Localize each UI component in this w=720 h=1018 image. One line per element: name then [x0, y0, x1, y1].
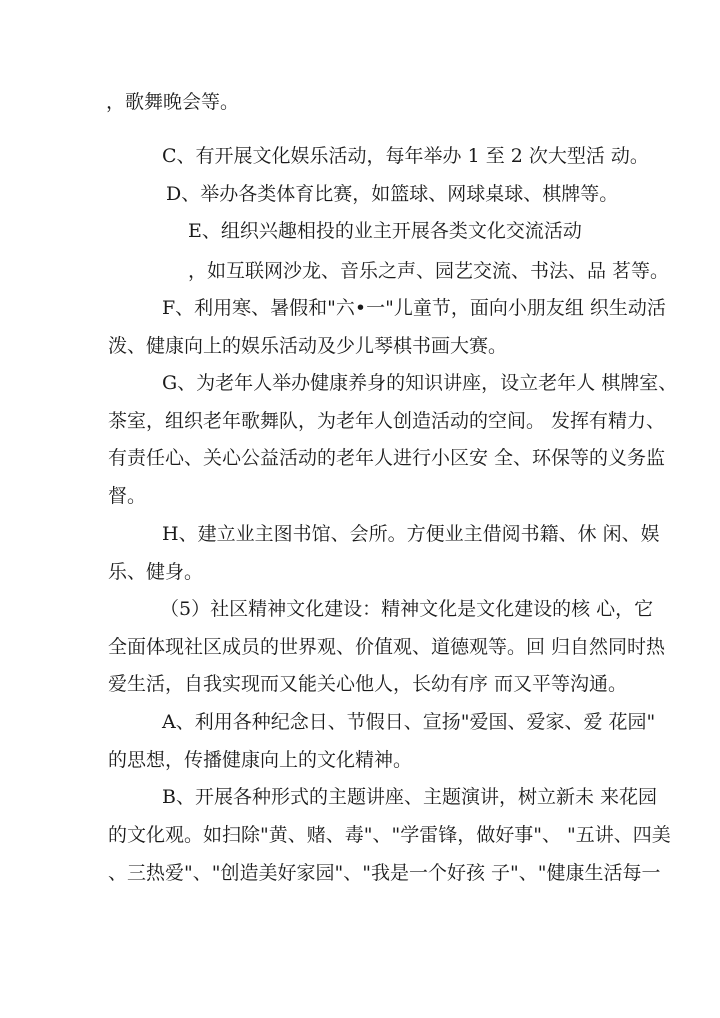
text-line: 爱生活，自我实现而又能关心他人，长幼有序 而又平等沟通。: [108, 673, 628, 695]
text-line: E、组织兴趣相投的业主开展各类文化交流活动: [188, 220, 582, 242]
text-line: 茶室，组织老年歌舞队，为老年人创造活动的空间。 发挥有精力、: [108, 410, 666, 432]
text-line: 的思想，传播健康向上的文化精神。: [108, 749, 413, 771]
text-line: C、有开展文化娱乐活动，每年举办 1 至 2 次大型活 动。: [162, 145, 649, 167]
text-line: 有责任心、关心公益活动的老年人进行小区安 全、环保等的义务监: [108, 447, 666, 469]
text-line: B、开展各种形式的主题讲座、主题演讲，树立新未 来花园: [162, 786, 658, 808]
text-line: 督。: [108, 485, 147, 507]
text-line: 泼、健康向上的娱乐活动及少儿琴棋书画大赛。: [108, 335, 508, 357]
text-line: F、利用寒、暑假和"六•一"儿童节，面向小朋友组 织生动活: [162, 297, 666, 319]
text-line: ，歌舞晚会等。: [106, 91, 240, 113]
text-line: G、为老年人举办健康养身的知识讲座，设立老年人 棋牌室、: [162, 372, 678, 394]
text-line: 的文化观。如扫除"黄、赌、毒"、"学雷锋，做好事"、 "五讲、四美: [108, 824, 671, 846]
text-line: D、举办各类体育比赛，如篮球、网球桌球、棋牌等。: [166, 183, 619, 205]
text-line: H、建立业主图书馆、会所。方便业主借阅书籍、休 闲、娱: [162, 523, 660, 545]
text-line: 、三热爱"、"创造美好家园"、"我是一个好孩 子"、"健康生活每一: [108, 862, 661, 884]
text-line: 全面体现社区成员的世界观、价值观、道德观等。回 归自然同时热: [108, 636, 666, 658]
text-line: （5）社区精神文化建设：精神文化是文化建设的核 心，它: [160, 598, 654, 620]
text-line: A、利用各种纪念日、节假日、宣扬"爱国、爱家、爱 花园": [162, 711, 656, 733]
text-line: ，如互联网沙龙、音乐之声、园艺交流、书法、品 茗等。: [188, 260, 670, 282]
text-line: 乐、健身。: [108, 561, 204, 583]
